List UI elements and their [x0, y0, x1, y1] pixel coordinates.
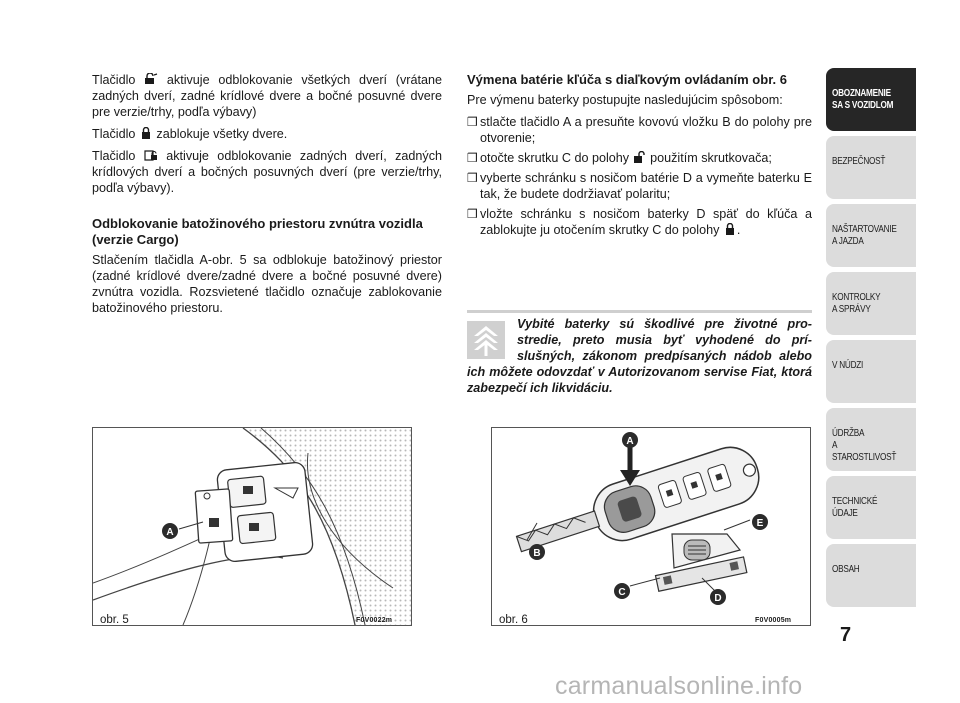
paragraph-lock-all: Tlačidlo zablokuje všetky dvere.	[92, 127, 288, 141]
figure-key-battery	[491, 427, 811, 626]
list-item: ❒ otočte skrutku C do polohy použitím skrutkovača;	[467, 151, 772, 165]
svg-text:E: E	[756, 518, 764, 529]
tab-nastartovanie[interactable]: NAŠTARTOVANIE A JAZDA	[826, 204, 916, 267]
figure-door-panel	[92, 427, 412, 626]
right-column	[467, 72, 812, 242]
tab-v-nudzi[interactable]: V NÚDZI	[826, 340, 916, 403]
tab-kontrolky[interactable]: KONTROLKY A SPRÁVY	[826, 272, 916, 335]
svg-text:A: A	[626, 436, 634, 447]
tab-udrzba[interactable]: ÚDRŽBA A STAROSTLIVOSŤ	[826, 408, 916, 471]
key-illustration	[492, 428, 810, 625]
door-panel-illustration	[93, 428, 411, 625]
list-item: ❒ vložte schránku s nosičom baterky D späť do kľúča a zablokujte ju otočením skrutky C do polohy .	[467, 207, 812, 237]
section-heading-battery: Výmena batérie kľúča s diaľkovým ovládaním obr. 6	[467, 72, 787, 87]
paragraph-unlock-all: Tlačidlo aktivuje odblokovanie všetkých dverí (vrátane zadných dverí, zadné krídlové dvere a bočné posuvné dvere pre verzie/trhy, podľa výbavy)	[92, 73, 443, 119]
watermark: carmanualsonline.info	[555, 672, 803, 700]
figure-caption: obr. 6	[499, 614, 528, 626]
checkbox-bullet-icon: ❒	[467, 151, 478, 165]
checkbox-bullet-icon: ❒	[467, 171, 478, 185]
page-number: 7	[840, 624, 852, 646]
paragraph-cargo: Stlačením tlačidla A-obr. 5 sa odblokuje batožinový priestor (zadné krídlové dvere/zadné dvere a bočné posuvné dvere) zvnútra vozidla. Rozsvietené tlačidlo označuje zablokovanie batožinového priestoru.	[92, 253, 442, 315]
section-heading-cargo: Odblokovanie batožinového priestoru zvnútra vozidla (verzie Cargo)	[92, 216, 423, 247]
paragraph-battery-intro: Pre výmenu baterky postupujte nasledujúcim spôsobom:	[467, 93, 783, 107]
list-item: ❒ stlačte tlačidlo A a presuňte kovovú vložku B do polohy pre otvorenie;	[467, 115, 812, 145]
left-column	[92, 72, 442, 322]
unlocked-padlock-icon	[633, 151, 647, 163]
unlock-rear-doors-icon	[144, 149, 158, 161]
lock-icon	[723, 223, 737, 235]
warning-divider	[467, 310, 812, 313]
tab-technicke-udaje[interactable]: TECHNICKÉ ÚDAJE	[826, 476, 916, 539]
figure-code: F0V0005m	[755, 617, 792, 624]
tab-bezpecnost[interactable]: BEZPEČNOSŤ	[826, 136, 916, 199]
environment-warning: Vybité baterky sú škodlivé pre životné prostredie, preto musia byť vyhodené do príslušných, zákonom predpísaných nádob alebo ich môžete odovzdať v Autorizovanom servise Fiat, ktorá zabezpečí ich likvidáciu.	[467, 317, 812, 395]
paragraph-unlock-rear: Tlačidlo aktivuje odblokovanie zadných dverí, zadných krídlových dverí a bočných posuvných dverí (pre verzie/trhy, podľa výbavy).	[92, 149, 443, 195]
svg-text:B: B	[533, 548, 541, 559]
list-item: ❒ vyberte schránku s nosičom batérie D a vymeňte baterku E tak, že budete dodržiavať polaritu;	[467, 171, 812, 201]
lock-icon	[139, 127, 153, 139]
svg-text:C: C	[618, 587, 626, 598]
svg-text:D: D	[714, 593, 722, 604]
tab-obsah[interactable]: OBSAH	[826, 544, 916, 607]
figure-code: F0V0022m	[356, 617, 393, 624]
tab-oboznamenie[interactable]: OBOZNAMENIE SA S VOZIDLOM	[826, 68, 916, 131]
unlock-all-icon	[144, 73, 158, 85]
checkbox-bullet-icon: ❒	[467, 115, 478, 129]
checkbox-bullet-icon: ❒	[467, 207, 478, 221]
svg-text:A: A	[166, 527, 174, 538]
figure-caption: obr. 5	[100, 614, 129, 626]
chapter-tabs	[826, 68, 916, 612]
